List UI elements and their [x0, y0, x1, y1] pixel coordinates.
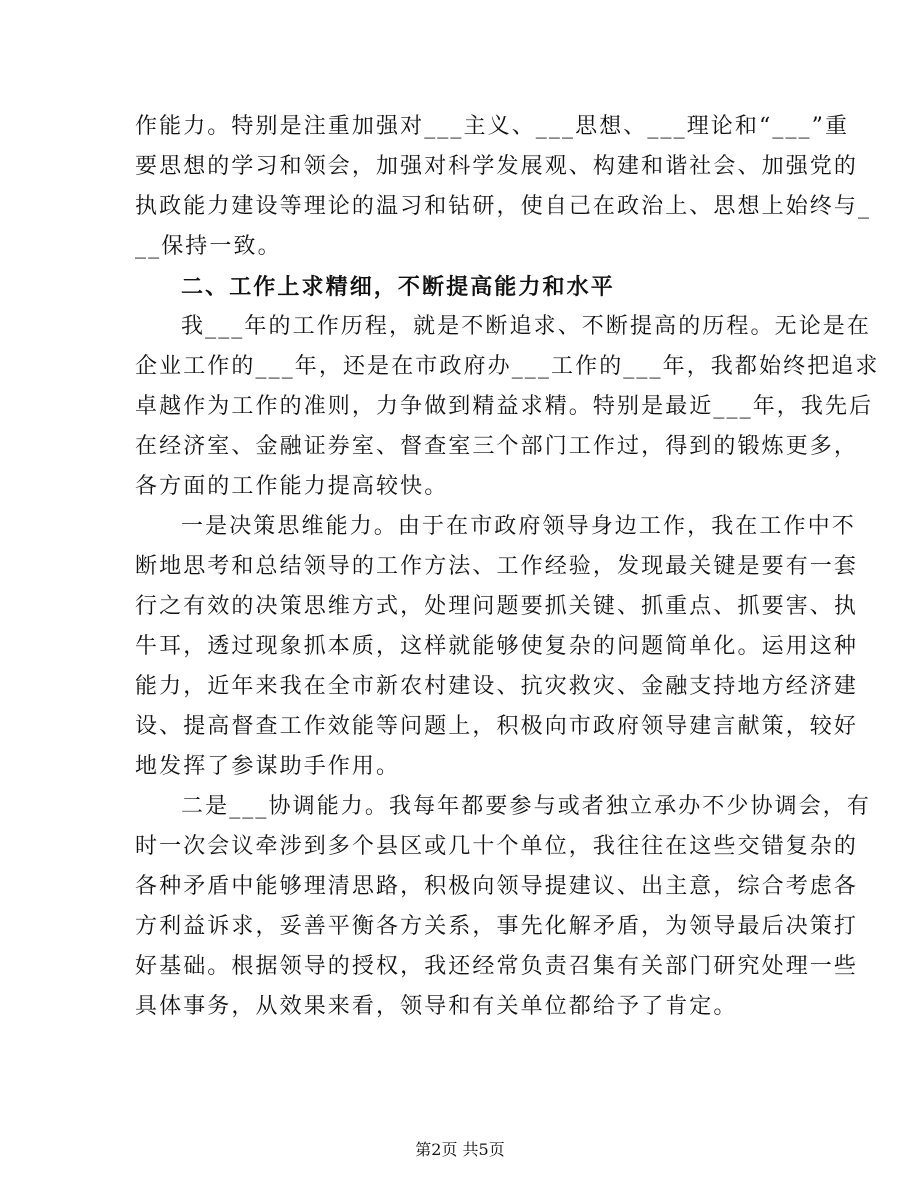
text-line: 设、提高督查工作效能等问题上，积极向市政府领导建言献策，较好 — [135, 714, 859, 739]
text-line: __保持一致。 — [135, 234, 282, 259]
text-line: 二是___协调能力。我每年都要参与或者独立承办不少协调会，有 — [181, 794, 872, 819]
text-line: 方利益诉求，妥善平衡各方关系，事先化解矛盾，为领导最后决策打 — [135, 914, 859, 939]
text-line: 好基础。根据领导的授权，我还经常负责召集有关部门研究处理一些 — [135, 954, 859, 979]
section-heading: 二、工作上求精细，不断提高能力和水平 — [181, 274, 615, 300]
text-line: 作能力。特别是注重加强对___主义、___思想、___理论和“___”重 — [135, 114, 850, 139]
text-line: 牛耳，透过现象抓本质，这样就能够使复杂的问题简单化。运用这种 — [135, 634, 859, 659]
text-line: 地发挥了参谋助手作用。 — [135, 754, 401, 779]
text-line: 执政能力建设等理论的温习和钻研，使自己在政治上、思想上始终与_ — [135, 194, 872, 219]
text-line: 时一次会议牵涉到多个县区或几十个单位，我往往在这些交错复杂的 — [135, 834, 859, 859]
text-line: 企业工作的___年，还是在市政府办___工作的___年，我都始终把追求 — [135, 354, 880, 379]
text-line: 断地思考和总结领导的工作方法、工作经验，发现最关键是要有一套 — [135, 554, 859, 579]
text-line: 在经济室、金融证券室、督查室三个部门工作过，得到的锻炼更多， — [135, 434, 859, 459]
text-line: 能力，近年来我在全市新农村建设、抗灾救灾、金融支持地方经济建 — [135, 674, 859, 699]
text-line: 要思想的学习和领会，加强对科学发展观、构建和谐社会、加强党的 — [135, 154, 859, 179]
text-line: 行之有效的决策思维方式，处理问题要抓关键、抓重点、抓要害、执 — [135, 594, 859, 619]
page-number-footer: 第2页 共5页 — [415, 1140, 505, 1159]
text-line: 卓越作为工作的准则，力争做到精益求精。特别是最近___年，我先后 — [135, 394, 874, 419]
text-line: 各种矛盾中能够理清思路，积极向领导提建议、出主意，综合考虑各 — [135, 874, 859, 899]
text-line: 具体事务，从效果来看，领导和有关单位都给予了肯定。 — [135, 994, 738, 1019]
text-line: 我___年的工作历程，就是不断追求、不断提高的历程。无论是在 — [181, 314, 872, 339]
text-line: 一是决策思维能力。由于在市政府领导身边工作，我在工作中不 — [181, 514, 856, 539]
text-line: 各方面的工作能力提高较快。 — [135, 474, 449, 499]
